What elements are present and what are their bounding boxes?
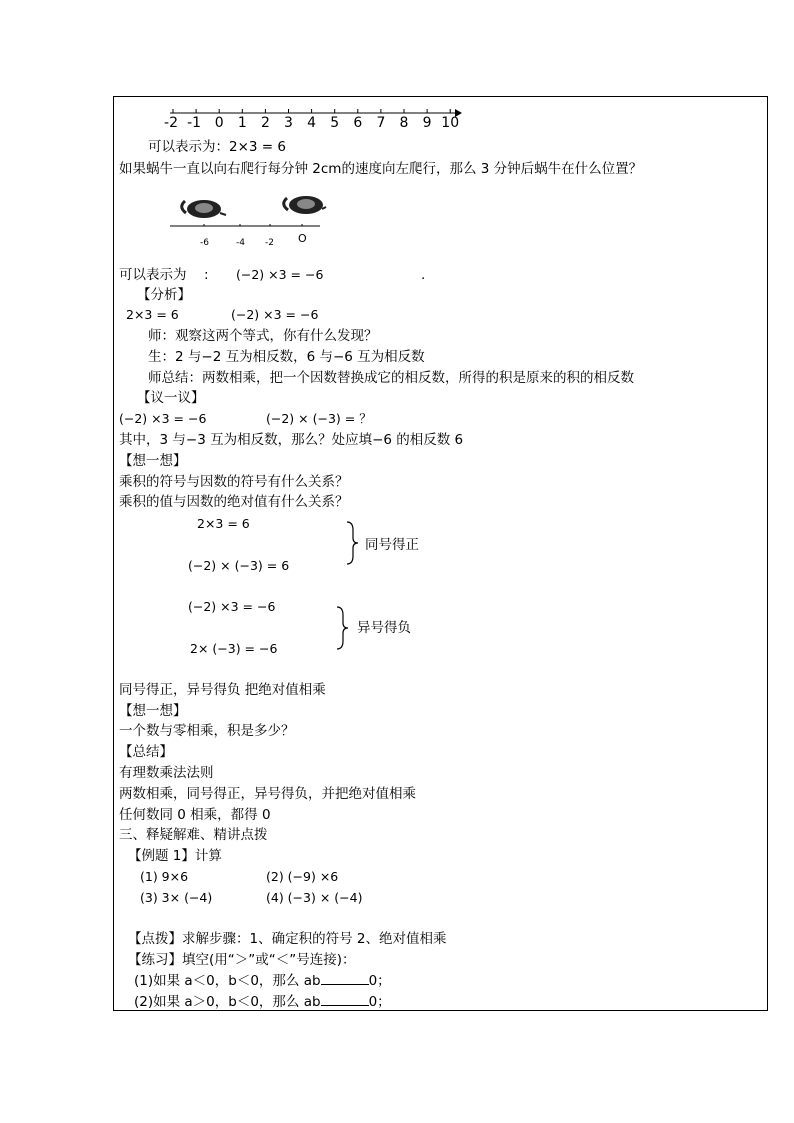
analysis-eq2: (−2) ×3 = −6 <box>231 307 319 322</box>
number-line-tick-label: -2 <box>164 115 178 131</box>
sign-conclusion: 同号得正，异号得负 把绝对值相乘 <box>119 682 326 698</box>
same-sign-eq1: 2×3 = 6 <box>197 516 250 531</box>
think1-q1: 乘积的符号与因数的符号有什么关系？ <box>119 474 349 490</box>
expression-2-dot: . <box>421 267 426 283</box>
summary-rule1: 两数相乘，同号得正，异号得负，并把绝对值相乘 <box>119 786 416 802</box>
expression-2-colon: : <box>204 267 209 283</box>
number-line-tick-label: 0 <box>214 115 224 131</box>
analysis-heading: 【分析】 <box>137 287 191 303</box>
example-title: 【例题 1】计算 <box>128 848 222 864</box>
think2-heading: 【想一想】 <box>119 703 187 719</box>
example-item-2: (2) (−9) ×6 <box>266 869 339 884</box>
summary-heading: 【总结】 <box>119 744 173 760</box>
diff-sign-eq2: 2× (−3) = −6 <box>190 641 278 656</box>
practice-item-2-prefix: (2)如果 a＞0，b＜0，那么 ab <box>134 994 321 1010</box>
think1-q2: 乘积的值与因数的绝对值有什么关系？ <box>119 494 349 510</box>
think2-question: 一个数与零相乘，积是多少？ <box>119 723 295 739</box>
number-line-tick-label: 1 <box>237 115 247 131</box>
student-answer: 生：2 与−2 互为相反数，6 与−6 互为相反数 <box>148 349 425 365</box>
practice-item-1 <box>134 973 391 989</box>
example-item-1: (1) 9×6 <box>140 869 189 884</box>
discuss-text: 其中，3 与−3 互为相反数，那么？处应填−6 的相反数 6 <box>119 432 464 448</box>
same-sign-eq2: (−2) × (−3) = 6 <box>188 558 290 573</box>
diff-sign-eq1: (−2) ×3 = −6 <box>188 599 276 614</box>
teacher-question: 师：观察这两个等式，你有什么发现？ <box>148 328 378 344</box>
expression-2-prefix: 可以表示为 <box>119 267 187 283</box>
snail-right-image <box>284 196 326 214</box>
practice-title: 【练习】填空(用“＞”或“＜”号连接)： <box>128 952 356 968</box>
diff-sign-label: 异号得负 <box>357 620 411 636</box>
example-item-4: (4) (−3) × (−4) <box>266 890 363 905</box>
practice-item-1-prefix: (1)如果 a＜0，b＜0，那么 ab <box>134 973 321 989</box>
snail-label-m4: -4 <box>236 238 245 248</box>
discuss-eq1: (−2) ×3 = −6 <box>119 411 207 426</box>
summary-rule2: 任何数同 0 相乘，都得 0 <box>119 807 271 823</box>
practice-item-2 <box>134 994 391 1010</box>
summary-title: 有理数乘法法则 <box>119 765 214 781</box>
practice-item-1-suffix: 0； <box>368 973 391 989</box>
tip-text: 【点拨】求解步骤：1、确定积的符号 2、绝对值相乘 <box>128 931 447 947</box>
diff-sign-brace <box>333 605 353 651</box>
number-line-tick-label: 4 <box>307 115 317 131</box>
snail-left-image <box>182 200 226 218</box>
section3-heading: 三、释疑解难、精讲点拨 <box>119 827 268 843</box>
expression-2-eq: (−2) ×3 = −6 <box>236 267 324 282</box>
number-line-tick-label: -1 <box>187 115 202 131</box>
number-line-tick-label: 7 <box>376 115 386 131</box>
number-line-tick-label: 9 <box>422 115 432 131</box>
snail-label-origin: O <box>298 232 307 245</box>
number-line-tick-label: 3 <box>284 115 293 131</box>
example-item-3: (3) 3× (−4) <box>140 890 213 905</box>
practice-blank-2[interactable] <box>321 994 369 1006</box>
discuss-eq2: (−2) × (−3) = ？ <box>266 411 372 426</box>
snail-question: 如果蜗牛一直以向右爬行每分钟 2cm的速度向左爬行，那么 3 分钟后蜗牛在什么位置？ <box>119 161 643 177</box>
snail-label-m2: -2 <box>265 238 274 248</box>
number-line-tick-label: 6 <box>353 115 363 131</box>
teacher-summary: 师总结：两数相乘，把一个因数替换成它的相反数，所得的积是原来的积的相反数 <box>148 370 634 386</box>
practice-blank-1[interactable] <box>321 973 369 985</box>
expression-1: 可以表示为：2×3 = 6 <box>148 139 286 155</box>
same-sign-brace <box>343 520 363 566</box>
number-line-tick-label: 2 <box>260 115 270 131</box>
discuss-heading: 【议一议】 <box>137 390 205 406</box>
same-sign-label: 同号得正 <box>365 537 419 553</box>
practice-item-2-suffix: 0； <box>368 994 391 1010</box>
analysis-eq1: 2×3 = 6 <box>126 307 179 322</box>
number-line-tick-label: 8 <box>399 115 409 131</box>
number-line-tick-label: 5 <box>330 115 340 131</box>
number-line-tick-label: 10 <box>441 115 460 131</box>
think1-heading: 【想一想】 <box>119 453 187 469</box>
snail-label-m6: -6 <box>200 238 209 248</box>
